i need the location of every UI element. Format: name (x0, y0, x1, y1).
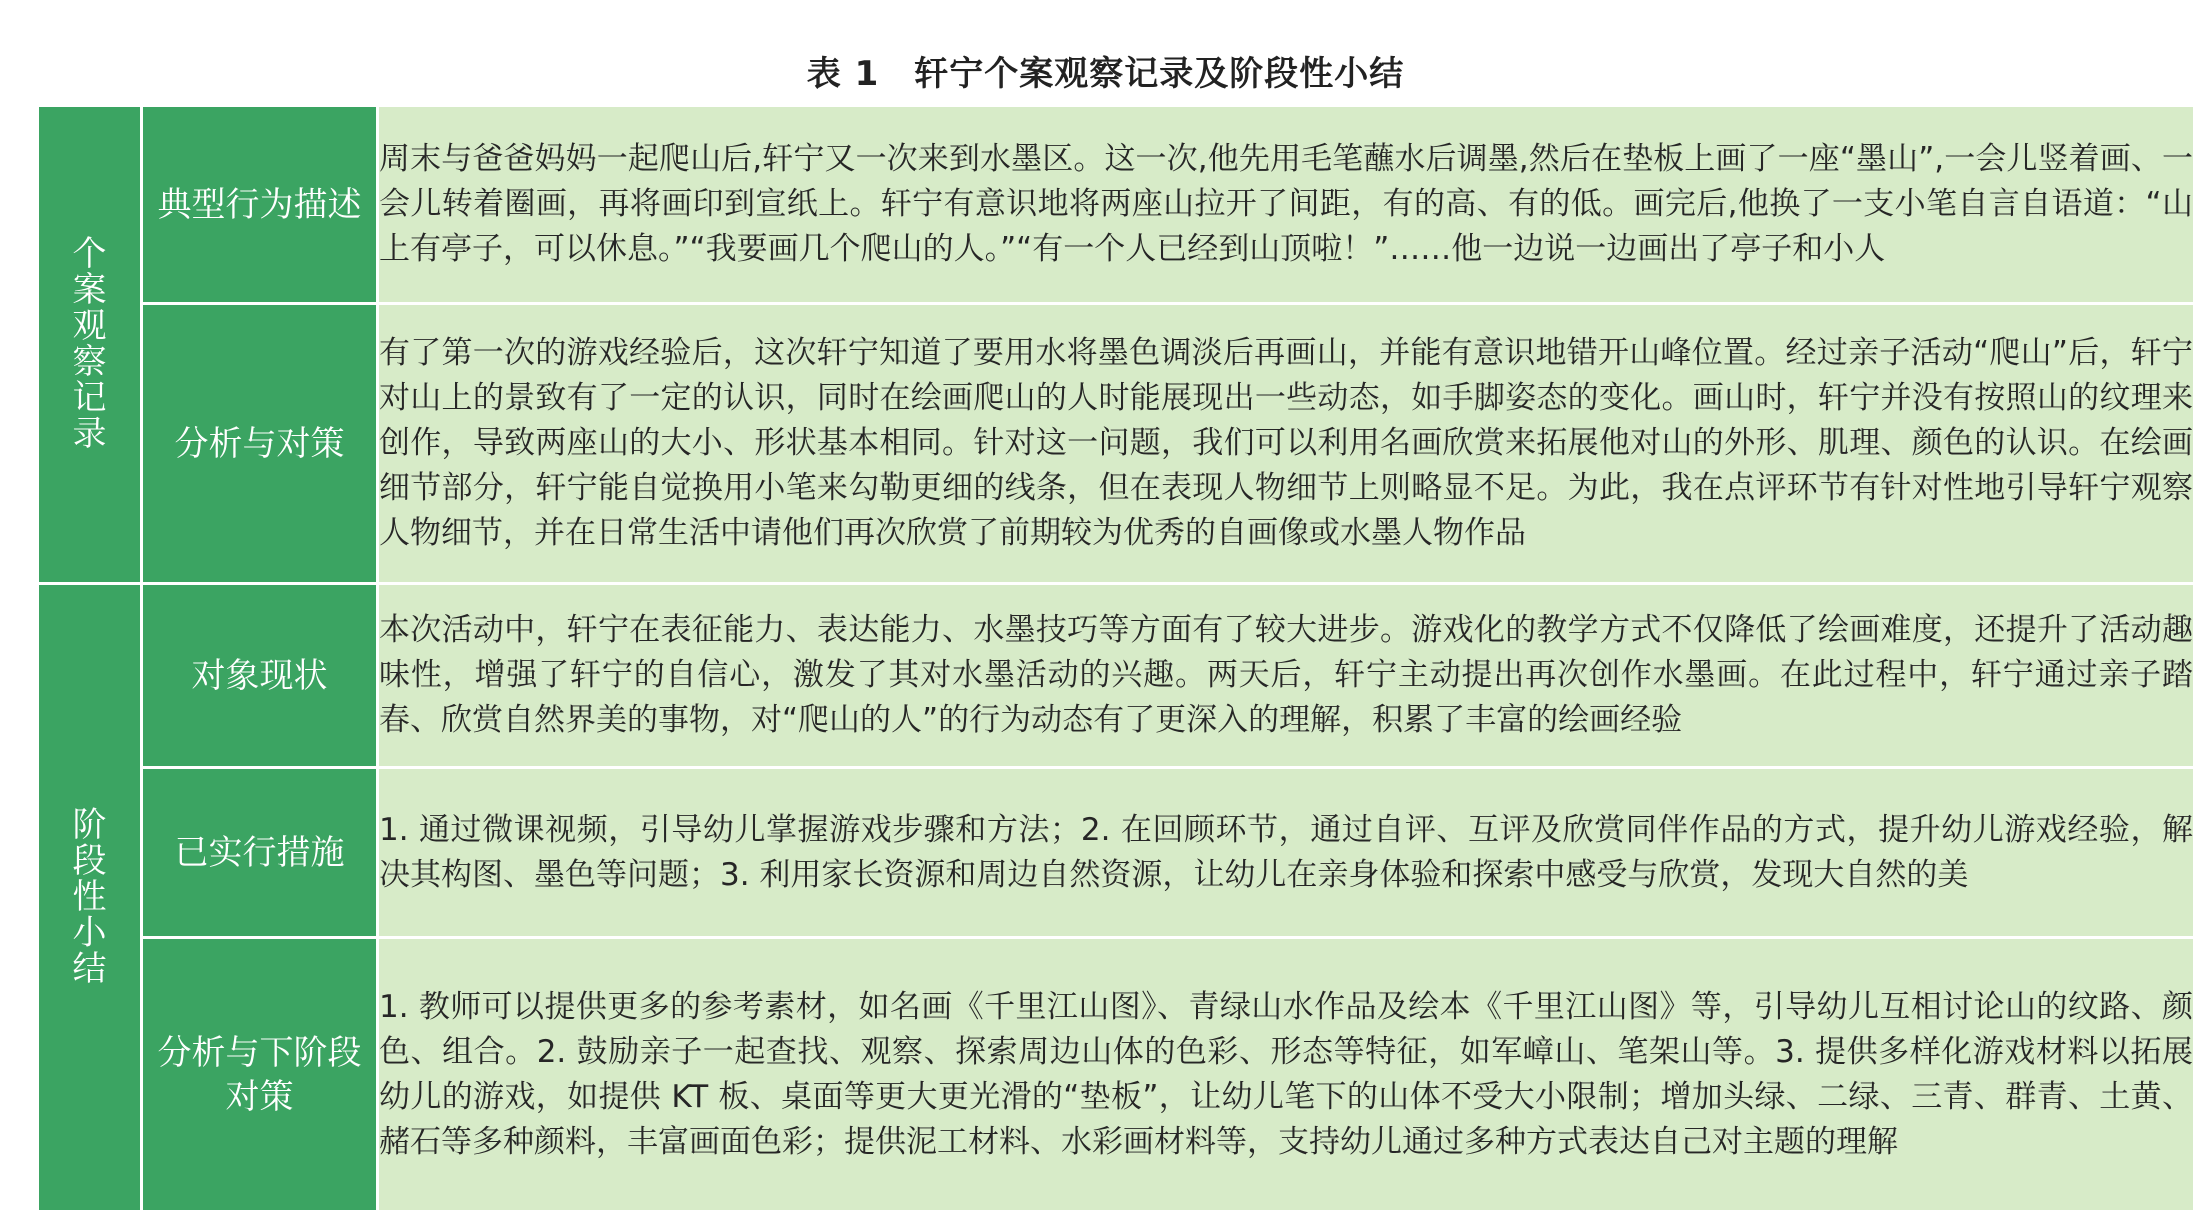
section-label: 个案观察记录 (72, 233, 107, 454)
table-title: 表 1 轩宁个案观察记录及阶段性小结 (806, 54, 1405, 94)
row-label-measures-taken: 已实行措施 (142, 768, 378, 938)
row-label-analysis-strategy: 分析与对策 (142, 304, 378, 584)
row-label-typical-behavior: 典型行为描述 (142, 106, 378, 304)
row-label-next-stage-strategy: 分析与下阶段对策 (142, 938, 378, 1212)
row-text-measures-taken: 1. 通过微课视频，引导幼儿掌握游戏步骤和方法；2. 在回顾环节，通过自评、互评及欣赏同伴作品的方式，提升幼儿游戏经验，解决其构图、墨色等问题；3. 利用家长资源和周边自然资源，让幼儿在亲身体验和探索中感受与欣赏，发现大自然的美 (378, 768, 2195, 938)
row-text-current-status: 本次活动中，轩宁在表征能力、表达能力、水墨技巧等方面有了较大进步。游戏化的教学方式不仅降低了绘画难度，还提升了活动趣味性，增强了轩宁的自信心，激发了其对水墨活动的兴趣。两天后，轩宁主动提出再次创作水墨画。在此过程中，轩宁通过亲子踏春、欣赏自然界美的事物，对“爬山的人”的行为动态有了更深入的理解，积累了丰富的绘画经验 (378, 584, 2195, 768)
row-label-current-status: 对象现状 (142, 584, 378, 768)
case-record-table (36, 104, 2196, 1213)
section-header-case-observation (38, 106, 142, 584)
table-row (38, 768, 2195, 938)
row-text-next-stage-strategy: 1. 教师可以提供更多的参考素材，如名画《千里江山图》、青绿山水作品及绘本《千里江山图》等，引导幼儿互相讨论山的纹路、颜色、组合。2. 鼓励亲子一起查找、观察、探索周边山体的色彩、形态等特征，如军嶂山、笔架山等。3. 提供多样化游戏材料以拓展幼儿的游戏，如提供 KT 板、桌面等更大更光滑的“垫板”，让幼儿笔下的山体不受大小限制；增加头绿、二绿、三青、群青、土黄、赭石等多种颜料，丰富画面色彩；提供泥工材料、水彩画材料等，支持幼儿通过多种方式表达自己对主题的理解 (378, 938, 2195, 1212)
section-header-stage-summary (38, 584, 142, 1212)
table-row (38, 584, 2195, 768)
row-text-analysis-strategy: 有了第一次的游戏经验后，这次轩宁知道了要用水将墨色调淡后再画山，并能有意识地错开山峰位置。经过亲子活动“爬山”后，轩宁对山上的景致有了一定的认识，同时在绘画爬山的人时能展现出一些动态，如手脚姿态的变化。画山时，轩宁并没有按照山的纹理来创作，导致两座山的大小、形状基本相同。针对这一问题，我们可以利用名画欣赏来拓展他对山的外形、肌理、颜色的认识。在绘画细节部分，轩宁能自觉换用小笔来勾勒更细的线条，但在表现人物细节上则略显不足。为此，我在点评环节有针对性地引导轩宁观察人物细节，并在日常生活中请他们再次欣赏了前期较为优秀的自画像或水墨人物作品 (378, 304, 2195, 584)
row-text-typical-behavior: 周末与爸爸妈妈一起爬山后,轩宁又一次来到水墨区。这一次,他先用毛笔蘸水后调墨,然后在垫板上画了一座“墨山”,一会儿竖着画、一会儿转着圈画，再将画印到宣纸上。轩宁有意识地将两座山拉开了间距，有的高、有的低。画完后,他换了一支小笔自言自语道：“山上有亭子，可以休息。”“我要画几个爬山的人。”“有一个人已经到山顶啦！”……他一边说一边画出了亭子和小人 (378, 106, 2195, 304)
section-label: 阶段性小结 (72, 804, 107, 989)
table-row (38, 304, 2195, 584)
table-row (38, 106, 2195, 304)
table-row (38, 938, 2195, 1212)
